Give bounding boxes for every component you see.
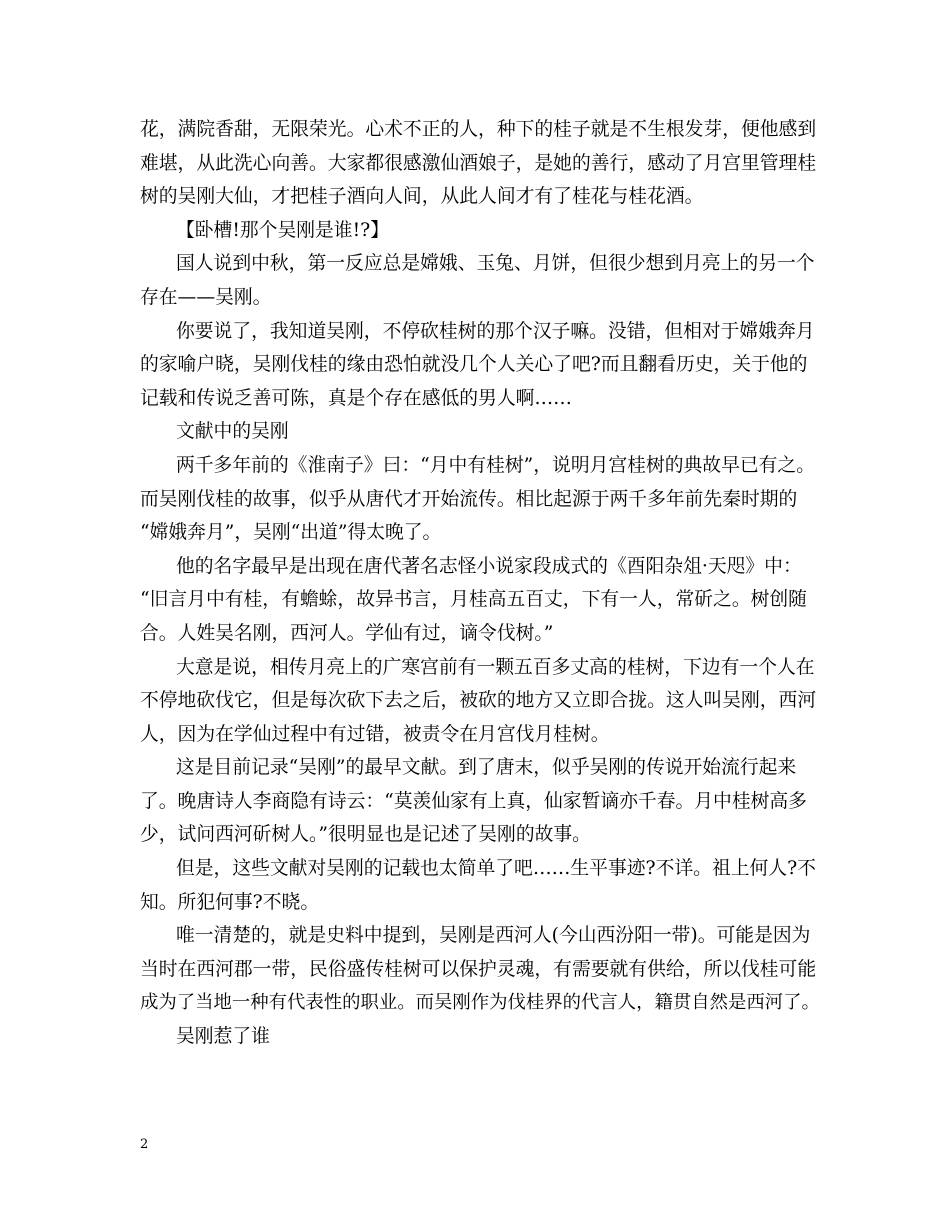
text-line: 少，试问西河斫树人。”很明显也是记述了吴刚的故事。 xyxy=(140,824,591,846)
page-number: 2 xyxy=(140,1137,149,1152)
text-line: “旧言月中有桂，有蟾蜍，故异书言，月桂高五百丈，下有一人，常斫之。树创随 xyxy=(140,589,807,611)
text-line: 成为了当地一种有代表性的职业。而吴刚作为伐桂界的代言人，籍贯自然是西河了。 xyxy=(140,992,820,1014)
text-line: 花，满院香甜，无限荣光。心术不正的人，种下的桂子就是不生根发芽，便他感到 xyxy=(140,119,817,140)
text-line: 记载和传说乏善可陈，真是个存在感低的男人啊…… xyxy=(140,387,572,409)
text-line: 你要说了，我知道吴刚，不停砍桂树的那个汉子嘛。没错，但相对于嫦娥奔月 xyxy=(176,320,815,342)
text-line: 而吴刚伐桂的故事，似乎从唐代才开始流传。相比起源于两千多年前先秦时期的 xyxy=(140,488,798,510)
text-line: 合。人姓吴名刚，西河人。学仙有过，谪令伐树。” xyxy=(140,622,554,644)
text-line: “嫦娥奔月”，吴刚“出道”得太晚了。 xyxy=(140,522,442,544)
text-line: 的家喻户晓，吴刚伐桂的缘由恐怕就没几个人关心了吧?而且翻看历史，关于他的 xyxy=(140,354,808,376)
text-line: 人，因为在学仙过程中有过错，被责令在月宫伐月桂树。 xyxy=(140,723,610,745)
text-line: 树的吴刚大仙，才把桂子酒向人间，从此人间才有了桂花与桂花酒。 xyxy=(140,186,704,208)
text-line: 不停地砍伐它，但是每次砍下去之后，被砍的地方又立即合拢。这人叫吴刚，西河 xyxy=(140,690,817,712)
document-body xyxy=(140,113,820,1054)
text-line: 【卧槽!那个吴刚是谁!?】 xyxy=(176,219,389,241)
text-line: 存在——吴刚。 xyxy=(140,286,272,308)
text-line: 难堪，从此洗心向善。大家都很感激仙酒娘子，是她的善行，感动了月宫里管理桂 xyxy=(140,152,817,174)
text-line: 唯一清楚的，就是史料中提到，吴刚是西河人(今山西汾阳一带)。可能是因为 xyxy=(176,925,811,947)
text-line: 两千多年前的《淮南子》曰：“月中有桂树”，说明月宫桂树的典故早已有之。 xyxy=(176,454,815,476)
text-line: 大意是说，相传月亮上的广寒宫前有一颗五百多丈高的桂树，下边有一个人在 xyxy=(176,656,815,678)
text-line: 但是，这些文献对吴刚的记载也太简单了吧……生平事迹?不详。祖上何人?不 xyxy=(176,858,816,880)
text-line: 吴刚惹了谁 xyxy=(176,1026,270,1048)
text-line: 国人说到中秋，第一反应总是嫦娥、玉兔、月饼，但很少想到月亮上的另一个 xyxy=(176,253,815,275)
text-line: 这是目前记录“吴刚”的最早文献。到了唐末，似乎吴刚的传说开始流行起来 xyxy=(176,757,797,779)
text-line: 他的名字最早是出现在唐代著名志怪小说家段成式的《酉阳杂俎·天咫》中： xyxy=(176,555,802,577)
text-line: 文献中的吴刚 xyxy=(176,421,289,443)
text-line: 当时在西河郡一带，民俗盛传桂树可以保护灵魂，有需要就有供给，所以伐桂可能 xyxy=(140,958,817,980)
text-line: 知。所犯何事?不晓。 xyxy=(140,891,320,913)
text-line: 了。晚唐诗人李商隐有诗云：“莫羡仙家有上真，仙家暂谪亦千春。月中桂树高多 xyxy=(140,790,807,812)
